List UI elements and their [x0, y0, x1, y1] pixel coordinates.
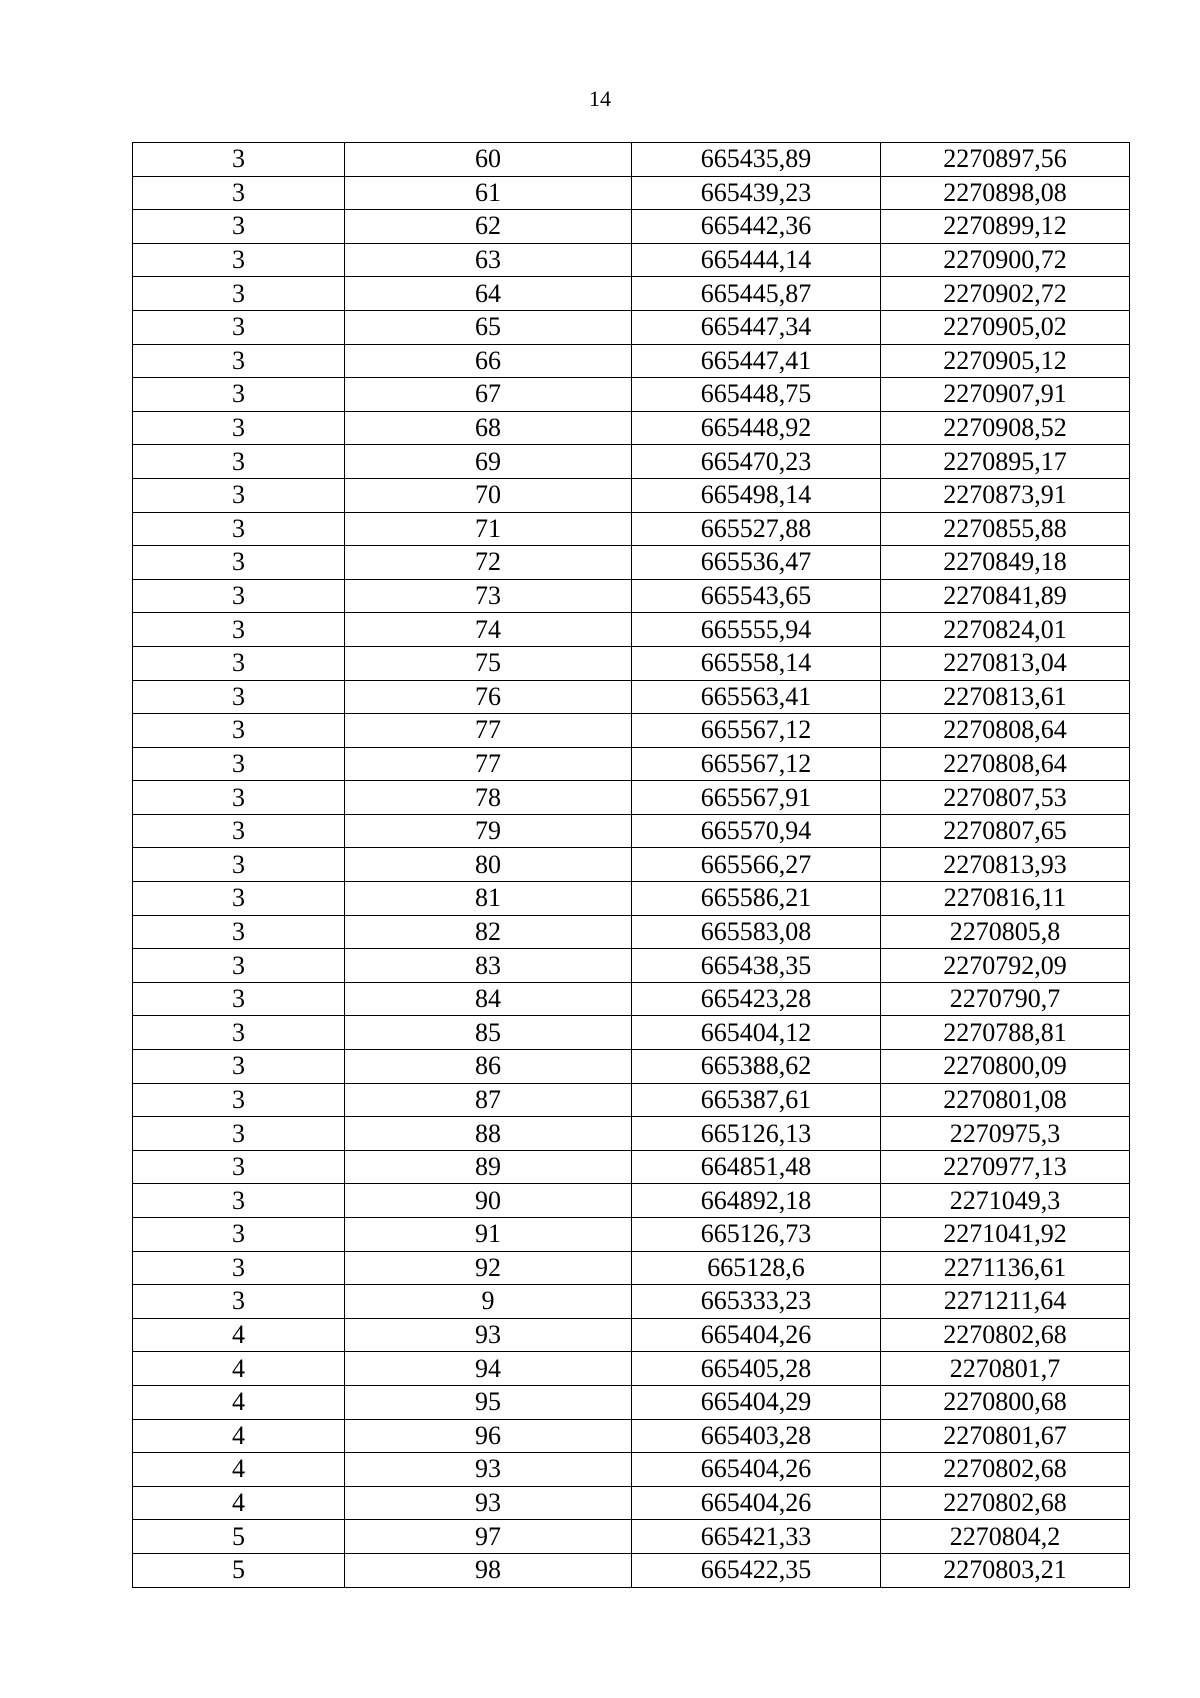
point-number-cell: 69 — [345, 445, 632, 479]
y-coordinate-cell: 2270902,72 — [881, 277, 1130, 311]
y-coordinate-cell: 2270800,09 — [881, 1050, 1130, 1084]
point-number-cell: 98 — [345, 1553, 632, 1587]
section-number-cell: 4 — [133, 1486, 345, 1520]
section-number-cell: 3 — [133, 982, 345, 1016]
point-number-cell: 62 — [345, 210, 632, 244]
table-row — [133, 310, 1130, 344]
table-row — [133, 714, 1130, 748]
y-coordinate-cell: 2270824,01 — [881, 613, 1130, 647]
table-row — [133, 445, 1130, 479]
table-row — [133, 1520, 1130, 1554]
point-number-cell: 79 — [345, 814, 632, 848]
table-row — [133, 882, 1130, 916]
x-coordinate-cell: 665442,36 — [632, 210, 881, 244]
point-number-cell: 94 — [345, 1352, 632, 1386]
y-coordinate-cell: 2271049,3 — [881, 1184, 1130, 1218]
section-number-cell: 3 — [133, 814, 345, 848]
table-row — [133, 680, 1130, 714]
table-row — [133, 210, 1130, 244]
x-coordinate-cell: 665421,33 — [632, 1520, 881, 1554]
y-coordinate-cell: 2271211,64 — [881, 1285, 1130, 1319]
point-number-cell: 85 — [345, 1016, 632, 1050]
table-row — [133, 1486, 1130, 1520]
x-coordinate-cell: 665566,27 — [632, 848, 881, 882]
y-coordinate-cell: 2270816,11 — [881, 882, 1130, 916]
table-row — [133, 1318, 1130, 1352]
point-number-cell: 78 — [345, 781, 632, 815]
point-number-cell: 97 — [345, 1520, 632, 1554]
point-number-cell: 64 — [345, 277, 632, 311]
x-coordinate-cell: 665444,14 — [632, 243, 881, 277]
table-row — [133, 646, 1130, 680]
table-row — [133, 1553, 1130, 1587]
point-number-cell: 70 — [345, 478, 632, 512]
point-number-cell: 67 — [345, 378, 632, 412]
point-number-cell: 93 — [345, 1318, 632, 1352]
table-row — [133, 848, 1130, 882]
table-row — [133, 1218, 1130, 1252]
y-coordinate-cell: 2271136,61 — [881, 1251, 1130, 1285]
point-number-cell: 77 — [345, 747, 632, 781]
y-coordinate-cell: 2270800,68 — [881, 1385, 1130, 1419]
point-number-cell: 9 — [345, 1285, 632, 1319]
table-row — [133, 478, 1130, 512]
x-coordinate-cell: 665558,14 — [632, 646, 881, 680]
point-number-cell: 76 — [345, 680, 632, 714]
y-coordinate-cell: 2270802,68 — [881, 1318, 1130, 1352]
x-coordinate-cell: 665555,94 — [632, 613, 881, 647]
point-number-cell: 89 — [345, 1150, 632, 1184]
section-number-cell: 3 — [133, 1083, 345, 1117]
table-row — [133, 378, 1130, 412]
x-coordinate-cell: 665128,6 — [632, 1251, 881, 1285]
y-coordinate-cell: 2270855,88 — [881, 512, 1130, 546]
table-row — [133, 176, 1130, 210]
y-coordinate-cell: 2270801,67 — [881, 1419, 1130, 1453]
table-row — [133, 1385, 1130, 1419]
y-coordinate-cell: 2270897,56 — [881, 143, 1130, 177]
table-row — [133, 1251, 1130, 1285]
section-number-cell: 4 — [133, 1453, 345, 1487]
point-number-cell: 95 — [345, 1385, 632, 1419]
section-number-cell: 3 — [133, 1150, 345, 1184]
point-number-cell: 91 — [345, 1218, 632, 1252]
table-row — [133, 1453, 1130, 1487]
table-row — [133, 814, 1130, 848]
point-number-cell: 92 — [345, 1251, 632, 1285]
section-number-cell: 4 — [133, 1385, 345, 1419]
table-row — [133, 243, 1130, 277]
point-number-cell: 82 — [345, 915, 632, 949]
x-coordinate-cell: 665404,26 — [632, 1486, 881, 1520]
y-coordinate-cell: 2270802,68 — [881, 1486, 1130, 1520]
x-coordinate-cell: 665536,47 — [632, 546, 881, 580]
table-row — [133, 579, 1130, 613]
y-coordinate-cell: 2270790,7 — [881, 982, 1130, 1016]
table-row — [133, 143, 1130, 177]
section-number-cell: 3 — [133, 714, 345, 748]
section-number-cell: 3 — [133, 915, 345, 949]
table-row — [133, 915, 1130, 949]
x-coordinate-cell: 665404,26 — [632, 1453, 881, 1487]
point-number-cell: 80 — [345, 848, 632, 882]
y-coordinate-cell: 2270792,09 — [881, 949, 1130, 983]
y-coordinate-cell: 2270895,17 — [881, 445, 1130, 479]
x-coordinate-cell: 665404,12 — [632, 1016, 881, 1050]
section-number-cell: 3 — [133, 277, 345, 311]
table-row — [133, 949, 1130, 983]
y-coordinate-cell: 2270807,65 — [881, 814, 1130, 848]
y-coordinate-cell: 2270803,21 — [881, 1553, 1130, 1587]
y-coordinate-cell: 2270801,7 — [881, 1352, 1130, 1386]
section-number-cell: 3 — [133, 546, 345, 580]
section-number-cell: 3 — [133, 1184, 345, 1218]
table-row — [133, 1117, 1130, 1151]
section-number-cell: 4 — [133, 1419, 345, 1453]
section-number-cell: 3 — [133, 310, 345, 344]
section-number-cell: 3 — [133, 1218, 345, 1252]
y-coordinate-cell: 2270813,93 — [881, 848, 1130, 882]
section-number-cell: 3 — [133, 1050, 345, 1084]
section-number-cell: 3 — [133, 613, 345, 647]
y-coordinate-cell: 2270975,3 — [881, 1117, 1130, 1151]
table-row — [133, 1352, 1130, 1386]
y-coordinate-cell: 2270813,61 — [881, 680, 1130, 714]
y-coordinate-cell: 2270802,68 — [881, 1453, 1130, 1487]
x-coordinate-cell: 665445,87 — [632, 277, 881, 311]
y-coordinate-cell: 2270813,04 — [881, 646, 1130, 680]
section-number-cell: 3 — [133, 143, 345, 177]
x-coordinate-cell: 665543,65 — [632, 579, 881, 613]
point-number-cell: 90 — [345, 1184, 632, 1218]
section-number-cell: 3 — [133, 1016, 345, 1050]
y-coordinate-cell: 2270808,64 — [881, 747, 1130, 781]
point-number-cell: 73 — [345, 579, 632, 613]
section-number-cell: 3 — [133, 579, 345, 613]
y-coordinate-cell: 2270900,72 — [881, 243, 1130, 277]
section-number-cell: 3 — [133, 512, 345, 546]
section-number-cell: 3 — [133, 445, 345, 479]
x-coordinate-cell: 665447,34 — [632, 310, 881, 344]
x-coordinate-cell: 665435,89 — [632, 143, 881, 177]
table-row — [133, 1016, 1130, 1050]
x-coordinate-cell: 665126,73 — [632, 1218, 881, 1252]
x-coordinate-cell: 665527,88 — [632, 512, 881, 546]
y-coordinate-cell: 2270808,64 — [881, 714, 1130, 748]
section-number-cell: 3 — [133, 882, 345, 916]
x-coordinate-cell: 665404,26 — [632, 1318, 881, 1352]
section-number-cell: 3 — [133, 378, 345, 412]
section-number-cell: 3 — [133, 848, 345, 882]
x-coordinate-cell: 665567,12 — [632, 714, 881, 748]
section-number-cell: 3 — [133, 344, 345, 378]
point-number-cell: 66 — [345, 344, 632, 378]
x-coordinate-cell: 665387,61 — [632, 1083, 881, 1117]
section-number-cell: 3 — [133, 1285, 345, 1319]
table-row — [133, 747, 1130, 781]
point-number-cell: 61 — [345, 176, 632, 210]
section-number-cell: 3 — [133, 1251, 345, 1285]
table-row — [133, 1150, 1130, 1184]
x-coordinate-cell: 665563,41 — [632, 680, 881, 714]
section-number-cell: 3 — [133, 210, 345, 244]
y-coordinate-cell: 2270788,81 — [881, 1016, 1130, 1050]
section-number-cell: 5 — [133, 1553, 345, 1587]
y-coordinate-cell: 2270907,91 — [881, 378, 1130, 412]
x-coordinate-cell: 665448,75 — [632, 378, 881, 412]
point-number-cell: 75 — [345, 646, 632, 680]
point-number-cell: 63 — [345, 243, 632, 277]
point-number-cell: 74 — [345, 613, 632, 647]
x-coordinate-cell: 665447,41 — [632, 344, 881, 378]
table-row — [133, 982, 1130, 1016]
y-coordinate-cell: 2271041,92 — [881, 1218, 1130, 1252]
point-number-cell: 87 — [345, 1083, 632, 1117]
section-number-cell: 3 — [133, 949, 345, 983]
table-row — [133, 1083, 1130, 1117]
x-coordinate-cell: 664851,48 — [632, 1150, 881, 1184]
section-number-cell: 4 — [133, 1318, 345, 1352]
point-number-cell: 83 — [345, 949, 632, 983]
point-number-cell: 93 — [345, 1486, 632, 1520]
section-number-cell: 3 — [133, 1117, 345, 1151]
y-coordinate-cell: 2270898,08 — [881, 176, 1130, 210]
x-coordinate-cell: 665570,94 — [632, 814, 881, 848]
y-coordinate-cell: 2270908,52 — [881, 411, 1130, 445]
table-row — [133, 781, 1130, 815]
section-number-cell: 3 — [133, 646, 345, 680]
x-coordinate-cell: 665405,28 — [632, 1352, 881, 1386]
y-coordinate-cell: 2270841,89 — [881, 579, 1130, 613]
x-coordinate-cell: 665498,14 — [632, 478, 881, 512]
section-number-cell: 3 — [133, 176, 345, 210]
point-number-cell: 86 — [345, 1050, 632, 1084]
x-coordinate-cell: 665586,21 — [632, 882, 881, 916]
y-coordinate-cell: 2270807,53 — [881, 781, 1130, 815]
table-row — [133, 344, 1130, 378]
x-coordinate-cell: 665448,92 — [632, 411, 881, 445]
table-row — [133, 1285, 1130, 1319]
x-coordinate-cell: 665388,62 — [632, 1050, 881, 1084]
x-coordinate-cell: 665423,28 — [632, 982, 881, 1016]
point-number-cell: 71 — [345, 512, 632, 546]
table-row — [133, 546, 1130, 580]
table-row — [133, 1184, 1130, 1218]
y-coordinate-cell: 2270804,2 — [881, 1520, 1130, 1554]
point-number-cell: 72 — [345, 546, 632, 580]
x-coordinate-cell: 665567,91 — [632, 781, 881, 815]
point-number-cell: 77 — [345, 714, 632, 748]
x-coordinate-cell: 665439,23 — [632, 176, 881, 210]
coordinates-table — [132, 142, 1130, 1588]
y-coordinate-cell: 2270905,12 — [881, 344, 1130, 378]
y-coordinate-cell: 2270873,91 — [881, 478, 1130, 512]
x-coordinate-cell: 665126,13 — [632, 1117, 881, 1151]
point-number-cell: 88 — [345, 1117, 632, 1151]
section-number-cell: 4 — [133, 1352, 345, 1386]
table-row — [133, 1419, 1130, 1453]
x-coordinate-cell: 665567,12 — [632, 747, 881, 781]
point-number-cell: 60 — [345, 143, 632, 177]
x-coordinate-cell: 665422,35 — [632, 1553, 881, 1587]
x-coordinate-cell: 665333,23 — [632, 1285, 881, 1319]
point-number-cell: 96 — [345, 1419, 632, 1453]
x-coordinate-cell: 665470,23 — [632, 445, 881, 479]
point-number-cell: 68 — [345, 411, 632, 445]
y-coordinate-cell: 2270899,12 — [881, 210, 1130, 244]
y-coordinate-cell: 2270805,8 — [881, 915, 1130, 949]
table-row — [133, 277, 1130, 311]
section-number-cell: 3 — [133, 478, 345, 512]
y-coordinate-cell: 2270977,13 — [881, 1150, 1130, 1184]
y-coordinate-cell: 2270849,18 — [881, 546, 1130, 580]
coordinates-table-body — [133, 143, 1130, 1588]
section-number-cell: 3 — [133, 411, 345, 445]
page-number: 14 — [589, 86, 611, 111]
x-coordinate-cell: 665438,35 — [632, 949, 881, 983]
section-number-cell: 5 — [133, 1520, 345, 1554]
x-coordinate-cell: 665583,08 — [632, 915, 881, 949]
point-number-cell: 93 — [345, 1453, 632, 1487]
x-coordinate-cell: 665404,29 — [632, 1385, 881, 1419]
x-coordinate-cell: 665403,28 — [632, 1419, 881, 1453]
x-coordinate-cell: 664892,18 — [632, 1184, 881, 1218]
y-coordinate-cell: 2270905,02 — [881, 310, 1130, 344]
point-number-cell: 81 — [345, 882, 632, 916]
section-number-cell: 3 — [133, 747, 345, 781]
table-row — [133, 512, 1130, 546]
table-row — [133, 1050, 1130, 1084]
table-row — [133, 613, 1130, 647]
point-number-cell: 84 — [345, 982, 632, 1016]
point-number-cell: 65 — [345, 310, 632, 344]
table-row — [133, 411, 1130, 445]
section-number-cell: 3 — [133, 680, 345, 714]
y-coordinate-cell: 2270801,08 — [881, 1083, 1130, 1117]
section-number-cell: 3 — [133, 781, 345, 815]
section-number-cell: 3 — [133, 243, 345, 277]
